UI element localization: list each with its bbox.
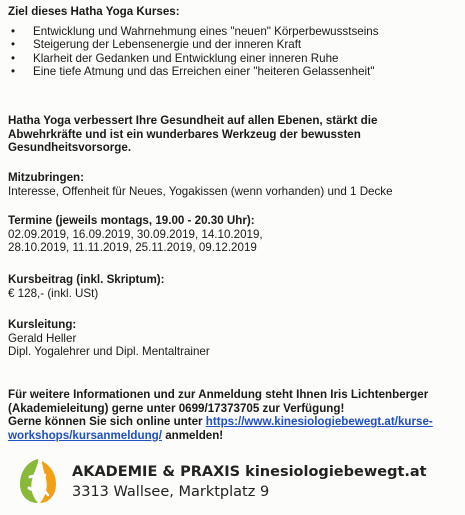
info-text: Gerne können Sie sich online unter xyxy=(8,415,206,429)
info-paragraph xyxy=(8,388,461,442)
lead-section xyxy=(8,318,461,359)
goal-item: • Klarheit der Gedanken und Entwicklung einer inneren Ruhe xyxy=(8,52,461,66)
intro-line: Gesundheitsvorsorge. xyxy=(8,141,132,155)
info-line: Für weitere Informationen und zur Anmeldung steht Ihnen Iris Lichtenberger xyxy=(8,388,429,401)
bring-section xyxy=(8,171,461,198)
fee-text: € 128,- (inkl. USt) xyxy=(8,286,99,300)
intro-line: Abwehrkräfte und ist ein wunderbares Werkzeug der bewussten xyxy=(8,127,361,141)
info-line xyxy=(8,429,461,443)
lead-name: Gerald Heller xyxy=(8,331,77,345)
dates-section xyxy=(8,214,461,255)
goal-item: • Entwicklung und Wahrnehmung eines "neuen" Körperbewusstseins xyxy=(8,25,461,39)
fee-heading: Kursbeitrag (inkl. Skriptum): xyxy=(8,273,165,286)
goals-list xyxy=(8,25,461,79)
lead-heading: Kursleitung: xyxy=(8,318,77,331)
footer-academy-name: AKADEMIE & PRAXIS kinesiologiebewegt.at xyxy=(72,464,427,480)
footer xyxy=(18,457,458,509)
footer-address: 3313 Wallsee, Marktplatz 9 xyxy=(72,484,270,500)
registration-link[interactable]: https://www.kinesiologiebewegt.at/kurse- xyxy=(205,415,433,429)
goal-item: • Eine tiefe Atmung und das Erreichen einer "heiteren Gelassenheit" xyxy=(8,65,461,79)
goals-section xyxy=(8,5,461,79)
bring-text: Interesse, Offenheit für Neues, Yogakissen (wenn vorhanden) und 1 Decke xyxy=(8,184,393,198)
lead-title: Dipl. Yogalehrer und Dipl. Mentaltrainer xyxy=(8,345,210,359)
registration-link-continued[interactable]: workshops/kursanmeldung/ xyxy=(8,428,162,442)
dates-line: 02.09.2019, 16.09.2019, 30.09.2019, 14.10.2019, xyxy=(8,227,263,241)
goal-item: • Steigerung der Lebensenergie und der inneren Kraft xyxy=(8,38,461,52)
dates-line: 28.10.2019, 11.11.2019, 25.11.2019, 09.12.2019 xyxy=(8,241,257,255)
goals-heading: Ziel dieses Hatha Yoga Kurses: xyxy=(8,5,180,18)
intro-paragraph xyxy=(8,114,461,155)
info-line: (Akademieleitung) gerne unter 0699/17373705 zur Verfügung! xyxy=(8,401,345,415)
academy-logo-icon xyxy=(18,457,58,505)
bring-heading: Mitzubringen: xyxy=(8,171,84,184)
info-line xyxy=(8,415,461,429)
intro-line: Hatha Yoga verbessert Ihre Gesundheit auf allen Ebenen, stärkt die xyxy=(8,114,378,127)
dates-heading: Termine (jeweils montags, 19.00 - 20.30 Uhr): xyxy=(8,214,255,227)
fee-section xyxy=(8,273,461,300)
info-text: anmelden! xyxy=(161,428,224,442)
